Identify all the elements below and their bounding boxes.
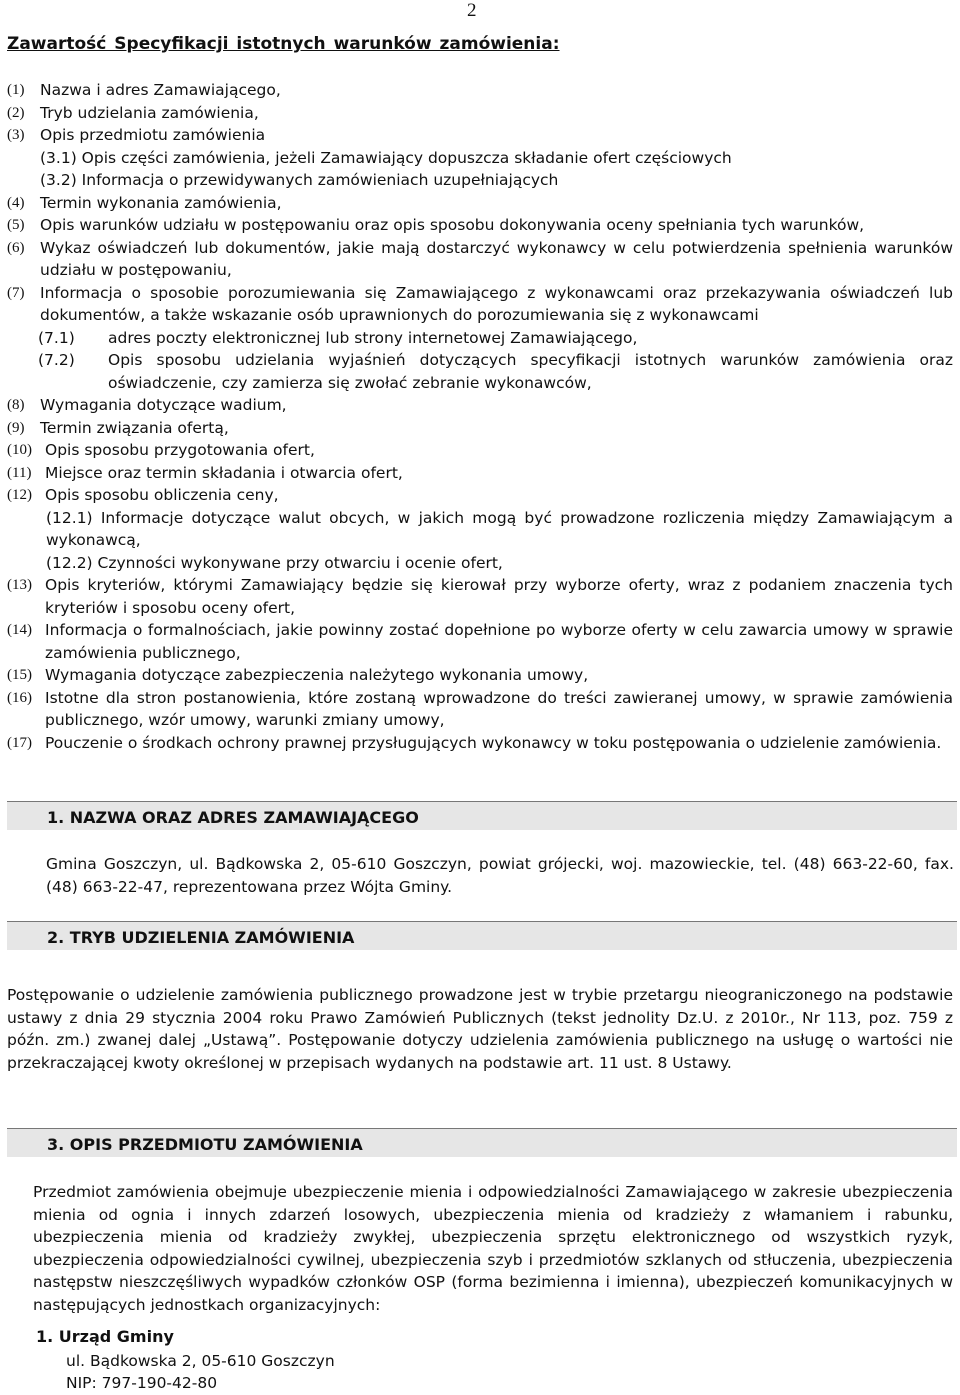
toc-item-number: (6) <box>7 239 25 256</box>
toc-item <box>7 192 953 215</box>
section-heading-text: 3. OPIS PRZEDMIOTU ZAMÓWIENIA <box>47 1135 363 1154</box>
section-3-body: Przedmiot zamówienia obejmuje ubezpieczenie mienia i odpowiedzialności Zamawiającego w zakresie ubezpieczenia mienia od ognia i innych zdarzeń losowych, ubezpieczenia mienia od kradzieży z włamaniem i rabunku, ubezpieczenia mienia od kradzieży zwykłej, ubezpieczenia sprzętu elektronicznego od wszystkich ryzyk, ubezpieczenia odpowiedzialności cywilnej, ubezpieczenia szyb i przedmiotów szklanych od stłuczenia, ubezpieczenia następstw nieszczęśliwych wypadków członków OSP (forma bezimienna i imienna), ubezpieczeń komunikacyjnych w następujących jednostkach organizacyjnych: <box>33 1183 953 1314</box>
toc-item-text: Opis sposobu udzielania wyjaśnień dotyczących specyfikacji istotnych warunków zamówienia oraz oświadczenie, czy zamierza się zwołać zebranie wykonawców, <box>108 351 953 392</box>
toc-item-text: Opis sposobu obliczenia ceny, <box>45 486 279 504</box>
toc-item-text: Opis warunków udziału w postępowaniu oraz opis sposobu dokonywania oceny spełniania tych warunków, <box>40 216 865 234</box>
toc-item-text: (3.2) Informacja o przewidywanych zamówieniach uzupełniających <box>40 171 559 189</box>
toc-item-number: (9) <box>7 419 25 436</box>
section-heading-3 <box>7 1128 957 1157</box>
section-heading-2 <box>7 921 957 950</box>
toc-item <box>7 124 953 147</box>
toc-item <box>7 237 953 282</box>
unit-nip: NIP: 797-190-42-80 <box>66 1374 218 1392</box>
toc-item-number: (17) <box>7 734 32 751</box>
toc-item-text: Wykaz oświadczeń lub dokumentów, jakie mają dostarczyć wykonawcy w celu potwierdzenia spełnienia warunków udziału w postępowaniu, <box>40 238 953 279</box>
toc-item-text: adres poczty elektronicznej lub strony internetowej Zamawiającego, <box>108 328 638 347</box>
toc-item <box>7 619 953 664</box>
toc-item-text: Termin związania ofertą, <box>40 418 229 437</box>
toc-item-text: Wymagania dotyczące zabezpieczenia należytego wykonania umowy, <box>45 666 589 684</box>
toc-item-number: (14) <box>7 622 32 638</box>
toc-item-text: (3.1) Opis części zamówienia, jeżeli Zamawiający dopuszcza składanie ofert częściowych <box>40 148 732 167</box>
toc-item-text: Tryb udzielania zamówienia, <box>40 103 259 122</box>
toc-item-text: (12.1) Informacje dotyczące walut obcych, w jakich mogą być prowadzone rozliczenia między Zamawiającym a wykonawcą, <box>46 508 953 549</box>
toc-item-number: (16) <box>7 689 32 706</box>
toc-item-text: (12.2) Czynności wykonywane przy otwarciu i ocenie ofert, <box>46 553 503 572</box>
toc-item-text: Informacja o sposobie porozumiewania się Zamawiającego z wykonawcami oraz przekazywania oświadczeń lub dokumentów, a także wskazanie osób uprawnionych do porozumiewania się z wykonawcami <box>40 283 953 324</box>
toc-item-text: Opis przedmiotu zamówienia <box>40 126 266 144</box>
toc-item <box>7 687 953 732</box>
toc-item-number: (15) <box>7 667 32 683</box>
section-2-body: Postępowanie o udzielenie zamówienia publicznego prowadzone jest w trybie przetargu nieograniczonego na podstawie ustawy z dnia 29 stycznia 2004 roku Prawo Zamówień Publicznych (tekst jednolity Dz.U. z 2010r., Nr 113, poz. 759 z późn. zm.) zwanej dalej „Ustawą”. Postępowanie dotyczy udzielenia zamówienia publicznego na usługę o wartości nie przekraczającej kwoty określonej w przepisach wydanych na podstawie art. 11 ust. 8 Ustawy. <box>7 986 953 1072</box>
toc-item <box>7 394 953 417</box>
toc-item-text: Istotne dla stron postanowienia, które zostaną wprowadzone do treści zawieranej umowy, w sprawie zamówienia publicznego, wzór umowy, warunki zmiany umowy, <box>45 688 953 729</box>
table-of-contents <box>7 79 953 754</box>
toc-subitem <box>7 169 953 192</box>
toc-subitem <box>7 507 953 552</box>
toc-subitem <box>7 349 953 394</box>
section-heading-text: 1. NAZWA ORAZ ADRES ZAMAWIAJĄCEGO <box>47 808 419 827</box>
toc-item-number: (10) <box>7 442 32 458</box>
toc-item-number: (2) <box>7 104 25 121</box>
toc-item-text: Opis sposobu przygotowania ofert, <box>45 441 315 459</box>
toc-title: Zawartość Specyfikacji istotnych warunków zamówienia: <box>7 34 560 54</box>
unit-address: ul. Bądkowska 2, 05-610 Goszczyn <box>66 1352 335 1370</box>
toc-item <box>7 664 953 687</box>
toc-item-text: Miejsce oraz termin składania i otwarcia ofert, <box>45 463 403 482</box>
toc-item-number: (3) <box>7 127 25 143</box>
toc-item-text: Opis kryteriów, którymi Zamawiający będzie się kierował przy wyborze oferty, wraz z podaniem znaczenia tych kryteriów i sposobu oceny ofert, <box>45 576 953 617</box>
toc-subitem <box>7 327 953 350</box>
section-heading-text: 2. TRYB UDZIELENIA ZAMÓWIENIA <box>47 928 355 947</box>
toc-item-number: (12) <box>7 487 32 503</box>
toc-item-text: Termin wykonania zamówienia, <box>40 193 282 212</box>
toc-item <box>7 732 953 755</box>
page-number: 2 <box>467 0 477 21</box>
toc-item-text: Wymagania dotyczące wadium, <box>40 396 287 414</box>
toc-item-number: (7.1) <box>38 328 75 347</box>
toc-item <box>7 462 953 485</box>
toc-item-number: (1) <box>7 82 25 98</box>
toc-item <box>7 102 953 125</box>
toc-item-number: (4) <box>7 194 25 211</box>
toc-item <box>7 417 953 440</box>
toc-item-number: (8) <box>7 397 25 413</box>
toc-subitem <box>7 147 953 170</box>
toc-item <box>7 214 953 237</box>
toc-item-number: (7.2) <box>38 351 75 369</box>
toc-item <box>7 574 953 619</box>
toc-item-text: Pouczenie o środkach ochrony prawnej przysługujących wykonawcy w toku postępowania o udzielenie zamówienia. <box>45 733 942 752</box>
toc-item <box>7 282 953 327</box>
section-heading-1 <box>7 801 957 830</box>
toc-item-text: Nazwa i adres Zamawiającego, <box>40 81 281 99</box>
section-1-body: Gmina Goszczyn, ul. Bądkowska 2, 05-610 Goszczyn, powiat grójecki, woj. mazowieckie, tel. (48) 663-22-60, fax. (48) 663-22-47, reprezentowana przez Wójta Gminy. <box>46 855 954 896</box>
toc-item <box>7 484 953 507</box>
unit-title: 1. Urząd Gminy <box>36 1327 174 1346</box>
toc-item-number: (7) <box>7 284 25 301</box>
toc-subitem <box>7 552 953 575</box>
toc-item-number: (13) <box>7 577 32 593</box>
toc-item-text: Informacja o formalnościach, jakie powinny zostać dopełnione po wyborze oferty w celu zawarcia umowy w sprawie zamówienia publicznego, <box>45 621 953 662</box>
toc-item-number: (5) <box>7 217 25 233</box>
toc-item <box>7 439 953 462</box>
toc-item-number: (11) <box>7 464 32 481</box>
toc-item <box>7 79 953 102</box>
